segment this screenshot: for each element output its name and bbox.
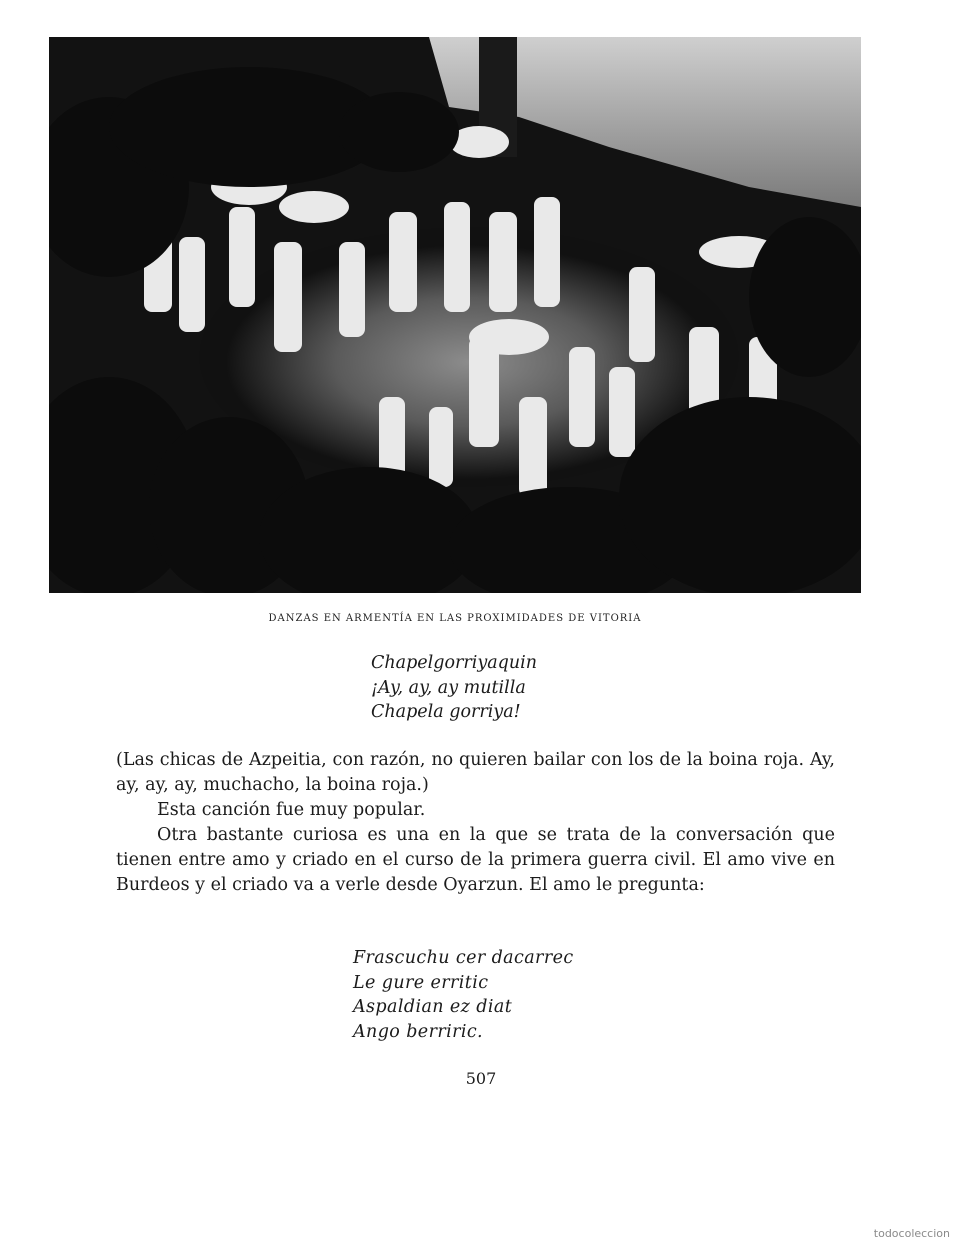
- verse-line: Chapelgorriyaquin: [371, 653, 537, 673]
- photo-caption: DANZAS EN ARMENTÍA EN LAS PROXIMIDADES DE VITORIA: [268, 613, 642, 624]
- verse-line: Ango berriric.: [353, 1021, 484, 1042]
- verse-line: Frascuchu cer dacarrec: [353, 948, 574, 968]
- verse-stanza-1: [371, 651, 537, 725]
- paragraph: (Las chicas de Azpeitia, con razón, no quieren bailar con los de la boina roja. Ay, ay, ay, ay, muchacho, la boina roja.): [116, 750, 835, 795]
- page-number: 507: [465, 1069, 497, 1088]
- photograph-dance-scene-icon: [49, 37, 861, 593]
- body-text: [116, 748, 835, 898]
- verse-line: Chapela gorriya!: [371, 702, 521, 722]
- verse-line: Aspaldian ez diat: [353, 997, 513, 1017]
- paragraph: Esta canción fue muy popular.: [157, 800, 426, 820]
- watermark: todocoleccion: [873, 1227, 950, 1240]
- verse-line: ¡Ay, ay, ay mutilla: [371, 677, 526, 698]
- verse-stanza-2: [353, 946, 574, 1044]
- paragraph: Otra bastante curiosa es una en la que se trata de la conversación que tienen entre amo y criado en el curso de la primera guerra civil. El amo vive en Burdeos y el criado va a verle desde Oyarzun. El amo le pregunta:: [116, 825, 835, 895]
- verse-line: Le gure erritic: [353, 972, 489, 993]
- dance-photograph: [49, 37, 861, 593]
